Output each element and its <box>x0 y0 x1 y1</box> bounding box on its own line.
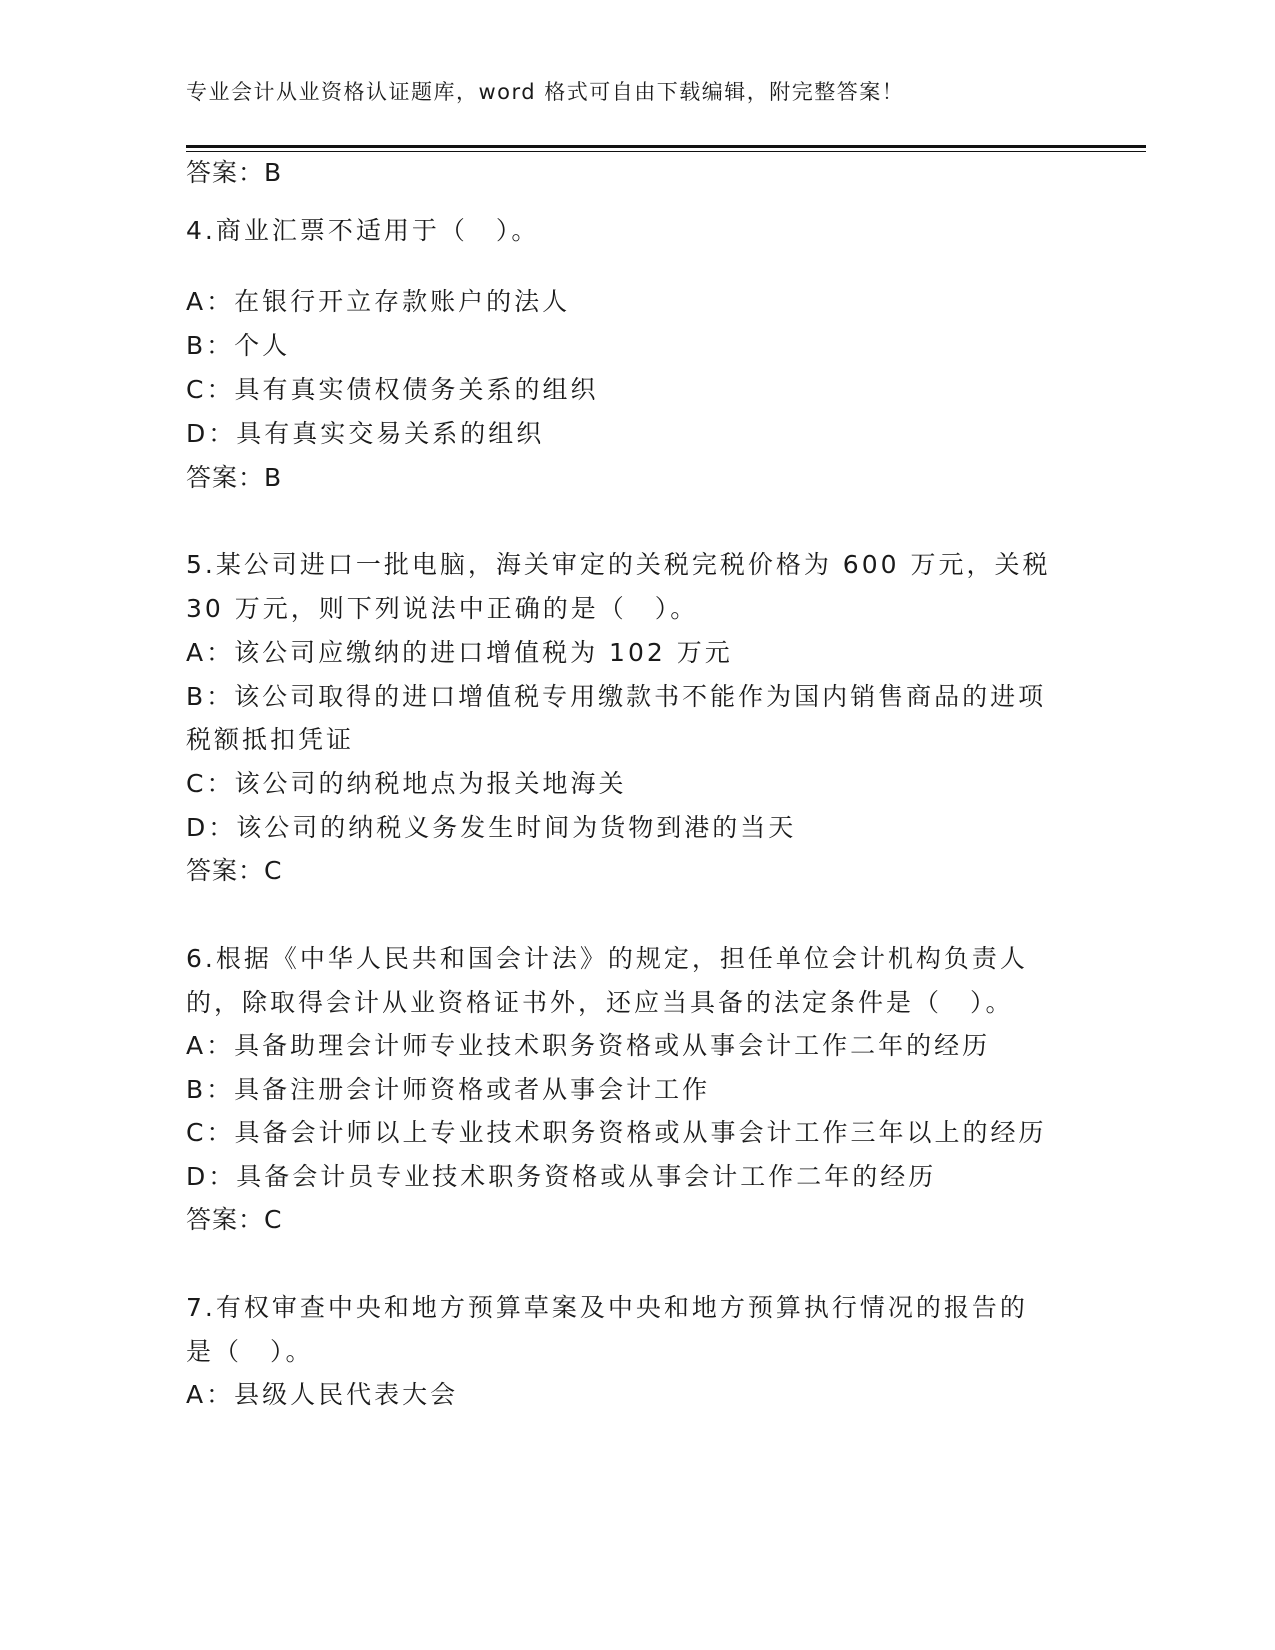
question-stem: 的，除取得会计从业资格证书外，还应当具备的法定条件是（ ）。 <box>186 988 1014 1017</box>
option-line: D：该公司的纳税义务发生时间为货物到港的当天 <box>186 813 797 842</box>
option-line: C：该公司的纳税地点为报关地海关 <box>186 769 627 798</box>
option-line: D：具有真实交易关系的组织 <box>186 419 545 448</box>
option-line: C：具备会计师以上专业技术职务资格或从事会计工作三年以上的经历 <box>186 1118 1047 1147</box>
option-line: B：具备注册会计师资格或者从事会计工作 <box>186 1075 711 1104</box>
question-stem: 7.有权审查中央和地方预算草案及中央和地方预算执行情况的报告的 <box>186 1293 1028 1322</box>
option-line: B：该公司取得的进口增值税专用缴款书不能作为国内销售商品的进项 <box>186 682 1047 711</box>
option-line: A：县级人民代表大会 <box>186 1380 459 1409</box>
option-line: C：具有真实债权债务关系的组织 <box>186 375 599 404</box>
question-stem: 30 万元，则下列说法中正确的是（ ）。 <box>186 594 699 623</box>
option-line: A：该公司应缴纳的进口增值税为 102 万元 <box>186 638 733 667</box>
option-line: A：在银行开立存款账户的法人 <box>186 287 571 316</box>
header-rule-thick <box>186 145 1146 148</box>
answer-line: 答案：B <box>186 158 283 187</box>
page-header-text: 专业会计从业资格认证题库，word 格式可自由下载编辑，附完整答案！ <box>186 80 905 104</box>
option-line: D：具备会计员专业技术职务资格或从事会计工作二年的经历 <box>186 1162 937 1191</box>
question-stem: 是（ ）。 <box>186 1337 314 1366</box>
question-stem: 6.根据《中华人民共和国会计法》的规定，担任单位会计机构负责人 <box>186 944 1028 973</box>
option-line: 税额抵扣凭证 <box>186 725 355 754</box>
question-stem: 4.商业汇票不适用于（ ）。 <box>186 216 540 245</box>
header-rule-thin <box>186 151 1146 152</box>
option-line: B：个人 <box>186 331 291 360</box>
answer-line: 答案：C <box>186 1205 283 1234</box>
option-line: A：具备助理会计师专业技术职务资格或从事会计工作二年的经历 <box>186 1031 991 1060</box>
question-stem: 5.某公司进口一批电脑，海关审定的关税完税价格为 600 万元，关税 <box>186 550 1051 579</box>
answer-line: 答案：B <box>186 463 283 492</box>
answer-line: 答案：C <box>186 856 283 885</box>
